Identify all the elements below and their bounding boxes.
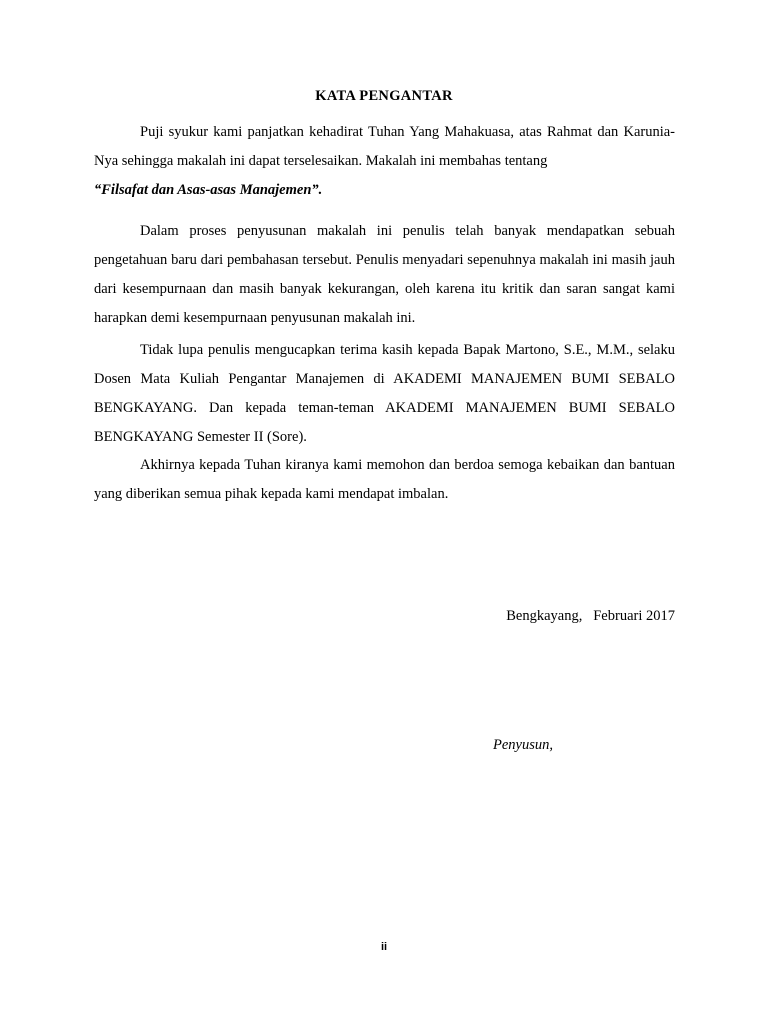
signature-place-date: Bengkayang, Februari 2017 <box>506 608 675 624</box>
paragraph-2-text: Dalam proses penyusunan makalah ini penulis telah banyak mendapatkan sebuah pengetahuan baru dari pembahasan tersebut. Penulis menyadari sepenuhnya makalah ini masih jauh dari kesempurnaan dan masih banyak kekurangan, oleh karena itu kritik dan saran sangat kami harapkan demi kesempurnaan penyusunan makalah ini. <box>94 223 675 326</box>
paragraph-1 <box>94 118 675 205</box>
paragraph-1-emphasis: “Filsafat dan Asas-asas Manajemen”. <box>94 182 323 198</box>
page-title: KATA PENGANTAR <box>315 88 453 104</box>
page-number: ii <box>380 941 388 953</box>
paragraph-3-text: Tidak lupa penulis mengucapkan terima kasih kepada Bapak Martono, S.E., M.M., selaku Dosen Mata Kuliah Pengantar Manajemen di AKADEMI MANAJEMEN BUMI SEBALO BENGKAYANG. Dan kepada teman-teman AKADEMI MANAJEMEN BUMI SEBALO BENGKAYANG Semester II (Sore). <box>94 342 675 445</box>
paragraph-3 <box>94 336 675 452</box>
paragraph-2 <box>94 217 675 333</box>
paragraph-1-text: Puji syukur kami panjatkan kehadirat Tuhan Yang Mahakuasa, atas Rahmat dan Karunia-Nya sehingga makalah ini dapat terselesaikan. Makalah ini membahas tentang <box>94 124 675 169</box>
signature-role: Penyusun, <box>493 737 553 753</box>
paragraph-4 <box>94 451 675 509</box>
paragraph-4-text: Akhirnya kepada Tuhan kiranya kami memohon dan berdoa semoga kebaikan dan bantuan yang diberikan semua pihak kepada kami mendapat imbalan. <box>94 457 675 502</box>
